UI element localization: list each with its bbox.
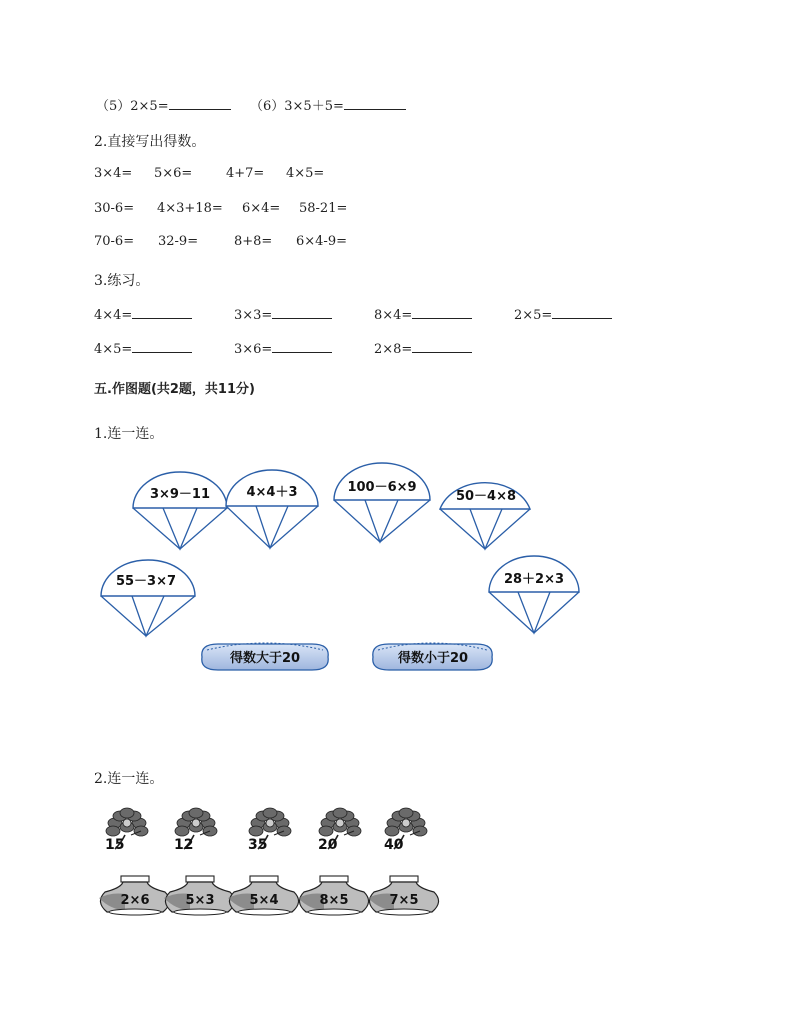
calc-item: 5×6= <box>154 166 193 181</box>
flower-number: 35 <box>248 837 268 853</box>
practice-item: 4×4= <box>94 308 133 323</box>
parachute-label: 50－4×8 <box>455 489 517 504</box>
flower-1[interactable] <box>105 808 148 853</box>
vase-5[interactable] <box>368 876 439 915</box>
parachute-label: 3×9－11 <box>149 487 211 502</box>
vase-label: 8×5 <box>319 893 349 908</box>
flower-5[interactable] <box>384 808 427 853</box>
practice-item: 3×6= <box>234 342 273 357</box>
practice-item: 4×5= <box>94 342 133 357</box>
parachute-label: 55－3×7 <box>115 574 177 589</box>
draw2-heading: 2.连一连。 <box>94 771 164 787</box>
flower-2[interactable] <box>174 808 217 853</box>
parachute-label: 28＋2×3 <box>503 572 565 587</box>
section-heading-drawing: 五.作图题(共2题，共11分) <box>94 382 255 397</box>
target-label: 得数小于20 <box>397 651 469 666</box>
draw1-heading: 1.连一连。 <box>94 426 164 442</box>
vase-3[interactable] <box>228 876 299 915</box>
flower-number: 40 <box>384 837 404 853</box>
section-heading-direct: 2.直接写出得数。 <box>94 134 206 150</box>
parachute-label: 4×4＋3 <box>246 485 298 500</box>
calc-item: 30-6= <box>94 201 135 216</box>
vase-4[interactable] <box>298 876 369 915</box>
flower-3[interactable] <box>248 808 291 853</box>
calc-item: 6×4= <box>242 201 281 216</box>
vase-label: 7×5 <box>389 893 419 908</box>
calc-item: 6×4-9= <box>296 234 347 249</box>
question-5-text: （5）2×5= <box>96 99 169 114</box>
calc-item: 32-9= <box>158 234 199 249</box>
vase-2[interactable] <box>164 876 235 915</box>
practice-item: 2×8= <box>374 342 413 357</box>
flower-number: 12 <box>174 837 194 853</box>
section-heading-practice: 3.练习。 <box>94 273 150 289</box>
practice-item: 3×3= <box>234 308 273 323</box>
vase-label: 2×6 <box>120 893 150 908</box>
calc-item: 3×4= <box>94 166 133 181</box>
calc-item: 4+7= <box>226 166 265 181</box>
vase-1[interactable] <box>99 876 170 915</box>
flower-4[interactable] <box>318 808 361 853</box>
calc-item: 70-6= <box>94 234 135 249</box>
vase-label: 5×3 <box>185 893 215 908</box>
target-label: 得数大于20 <box>229 651 301 666</box>
parachute-label: 100－6×9 <box>347 480 417 495</box>
calc-item: 4×5= <box>286 166 325 181</box>
calc-item: 58-21= <box>299 201 348 216</box>
question-6-text: （6）3×5＋5= <box>250 99 344 114</box>
practice-item: 2×5= <box>514 308 553 323</box>
flower-number: 20 <box>318 837 338 853</box>
flower-number: 15 <box>105 837 125 853</box>
calc-item: 4×3+18= <box>157 201 223 216</box>
practice-item: 8×4= <box>374 308 413 323</box>
calc-item: 8+8= <box>234 234 273 249</box>
vase-label: 5×4 <box>249 893 279 908</box>
